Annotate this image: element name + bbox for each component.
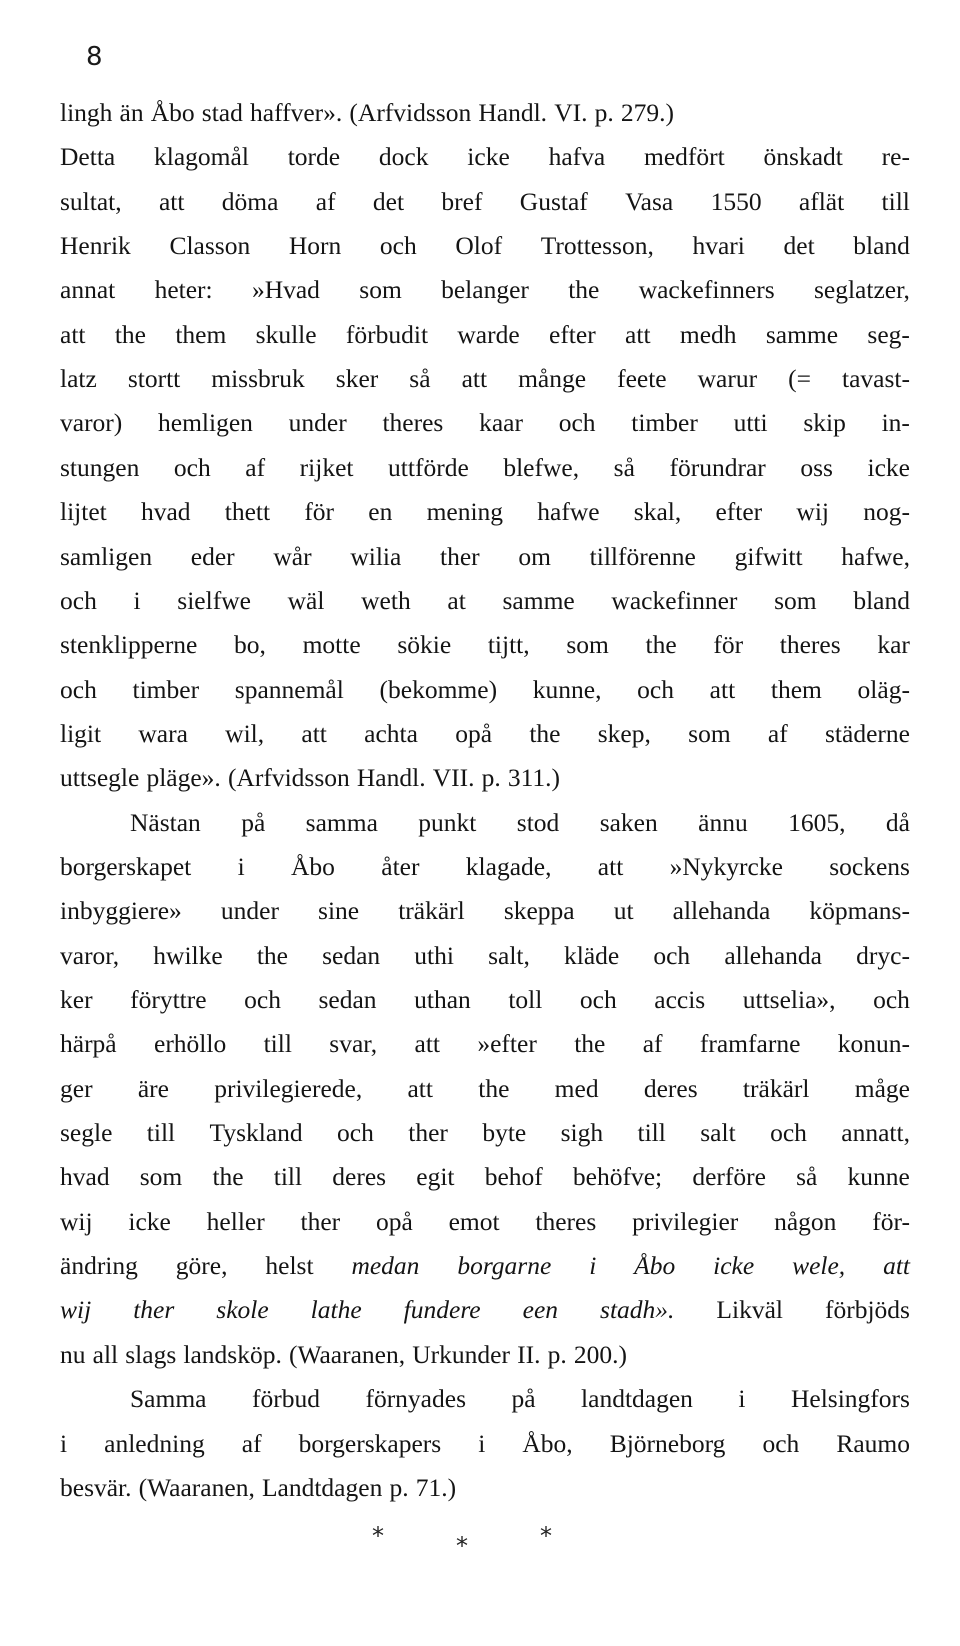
text-line: wij icke heller ther opå emot theres privilegier någon för- [60, 1206, 910, 1236]
text-line: nu all slags landsköp. (Waaranen, Urkunder II. p. 200.) [60, 1339, 627, 1369]
text-line: lijtet hvad thett för en mening hafwe skal, efter wij nog- [60, 497, 910, 527]
text-line: wij ther skole lathe fundere een stadh». Likväl förbjöds [60, 1295, 910, 1325]
ornament-asterisk: * [372, 1522, 384, 1550]
text-line: ändring göre, helst medan borgarne i Åbo icke wele, att [60, 1251, 910, 1281]
text-line: lingh än Åbo stad haffver». (Arfvidsson Handl. VI. p. 279.) [60, 98, 674, 127]
text-line: och timber spannemål (bekomme) kunne, och att them oläg- [60, 674, 910, 704]
text-line: och i sielfwe wäl weth at samme wackefinner som bland [60, 585, 910, 615]
ornament-asterisk: * [456, 1532, 468, 1560]
text-line: Nästan på samma punkt stod saken ännu 1605, då [130, 807, 910, 837]
page-number: 8 [86, 42, 103, 72]
text-line: uttsegle pläge». (Arfvidsson Handl. VII. p. 311.) [60, 763, 561, 793]
text-line: samligen eder wår wilia ther om tillförenne gifwitt hafwe, [60, 541, 910, 571]
text-line: sultat, att döma af det bref Gustaf Vasa 1550 aflät till [60, 186, 910, 216]
text-line: ger äre privilegierede, att the med deres träkärl måge [60, 1073, 910, 1103]
text-line: varor, hwilke the sedan uthi salt, kläde och allehanda dryc- [60, 940, 910, 970]
text-line: stenklipperne bo, motte sökie tijtt, som the för theres kar [60, 630, 910, 660]
text-line: besvär. (Waaranen, Landtdagen p. 71.) [60, 1472, 457, 1502]
text-line: Samma förbud förnyades på landtdagen i Helsingfors [130, 1384, 910, 1414]
text-line: latz stortt missbruk sker så att månge feete warur (= tavast- [60, 364, 910, 394]
text-line: segle till Tyskland och ther byte sigh till salt och annatt, [60, 1118, 910, 1148]
text-line: att the them skulle förbudit warde efter att medh samme seg- [60, 319, 910, 349]
text-line: i anledning af borgerskapers i Åbo, Björneborg och Raumo [60, 1428, 910, 1458]
ornament-asterisk: * [540, 1522, 552, 1550]
text-line: inbyggiere» under sine träkärl skeppa ut allehanda köpmans- [60, 896, 910, 926]
text-line: Henrik Classon Horn och Olof Trottesson, hvari det bland [60, 231, 910, 261]
text-line: varor) hemligen under theres kaar och timber utti skip in- [60, 408, 910, 438]
text-line: ker föryttre och sedan uthan toll och accis uttselia», och [60, 985, 910, 1014]
text-line: stungen och af rijket uttförde blefwe, så förundrar oss icke [60, 452, 910, 482]
text-line: ligit wara wil, att achta opå the skep, som af städerne [60, 718, 910, 748]
text-line: annat heter: »Hvad som belanger the wackefinners seglatzer, [60, 275, 910, 305]
text-line: hvad som the till deres egit behof behöfve; derföre så kunne [60, 1162, 910, 1192]
text-line: härpå erhöllo till svar, att »efter the af framfarne konun- [60, 1029, 910, 1059]
text-line: borgerskapet i Åbo åter klagade, att »Nykyrcke sockens [60, 851, 910, 881]
text-line: Detta klagomål torde dock icke hafva medfört önskadt re- [60, 142, 910, 172]
